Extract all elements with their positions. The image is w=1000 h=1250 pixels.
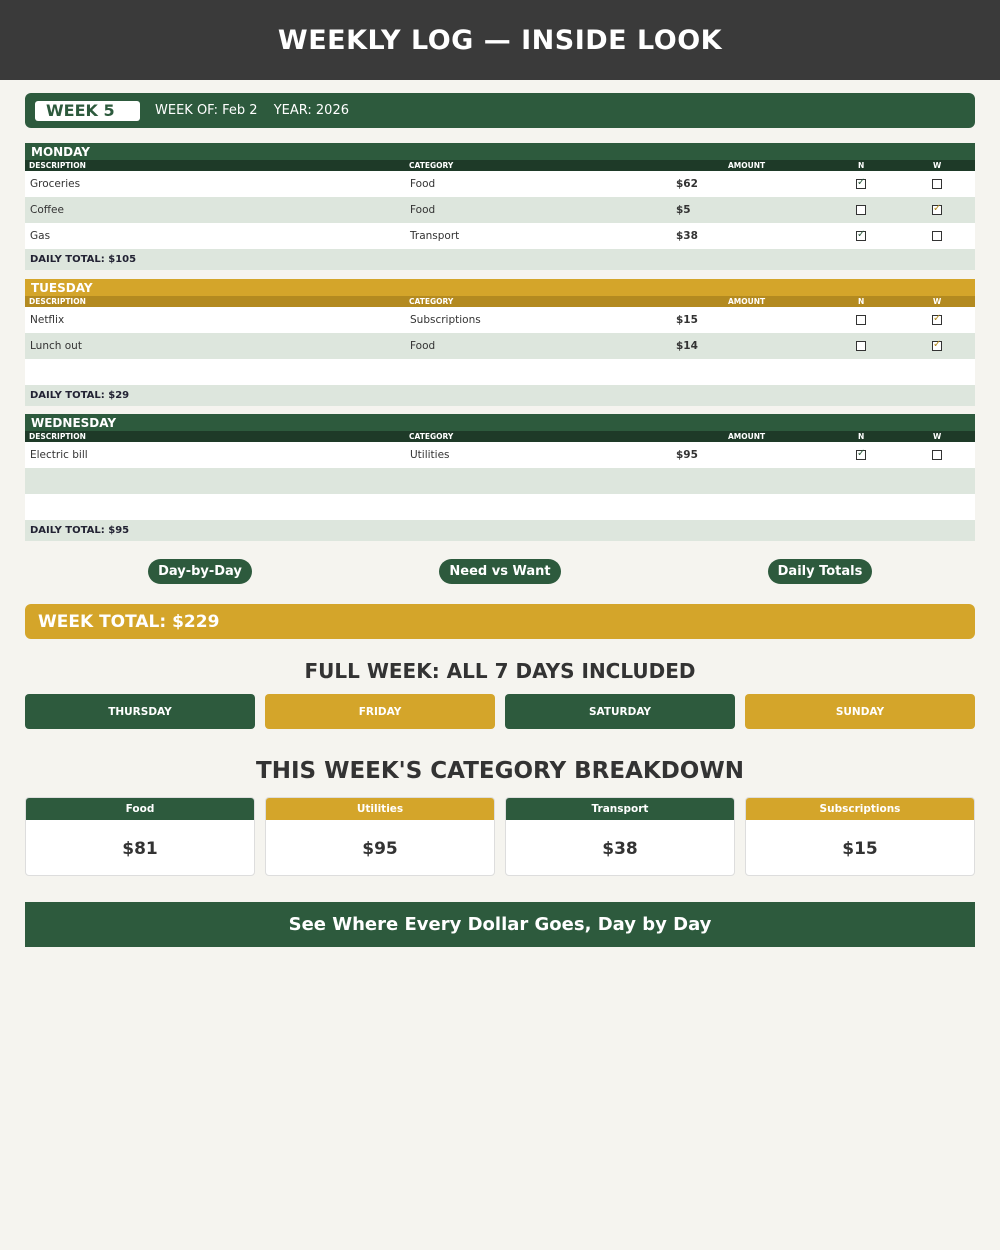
page-title: WEEKLY LOG — INSIDE LOOK: [0, 0, 1000, 80]
column-need: N: [858, 161, 865, 170]
column-header-row: [25, 296, 975, 307]
category-name: Utilities: [266, 798, 494, 820]
day-title: WEDNESDAY: [25, 414, 975, 431]
daily-total: DAILY TOTAL: $95: [25, 520, 975, 541]
table-row: [25, 307, 975, 333]
want-checkbox[interactable]: [932, 315, 942, 325]
entry-description: Netflix: [30, 314, 65, 326]
daily-total: DAILY TOTAL: $29: [25, 385, 975, 406]
day-section-wednesday: [25, 414, 975, 541]
breakdown-heading: THIS WEEK'S CATEGORY BREAKDOWN: [256, 758, 744, 784]
column-description: DESCRIPTION: [29, 432, 86, 441]
column-description: DESCRIPTION: [29, 161, 86, 170]
want-checkbox[interactable]: [932, 231, 942, 241]
day-block-saturday[interactable]: SATURDAY: [505, 694, 735, 729]
column-category: CATEGORY: [409, 432, 454, 441]
want-checkbox[interactable]: [932, 205, 942, 215]
column-want: W: [933, 161, 942, 170]
week-of-label: WEEK OF: Feb 2: [155, 103, 258, 118]
entry-category: Utilities: [410, 449, 450, 461]
entry-amount: $38: [676, 230, 698, 242]
category-card-transport: [505, 797, 735, 876]
category-value: $15: [842, 838, 878, 859]
entry-category: Food: [410, 340, 436, 352]
category-value: $81: [122, 838, 158, 859]
category-card-utilities: [265, 797, 495, 876]
need-checkbox[interactable]: [856, 315, 866, 325]
table-row: [25, 197, 975, 223]
want-checkbox[interactable]: [932, 179, 942, 189]
entry-category: Transport: [410, 230, 460, 242]
column-header-row: [25, 431, 975, 442]
need-vs-want-button[interactable]: Need vs Want: [439, 559, 561, 584]
day-section-tuesday: [25, 279, 975, 406]
category-value: $95: [362, 838, 398, 859]
want-checkbox[interactable]: [932, 341, 942, 351]
entry-description: Groceries: [30, 178, 81, 190]
need-checkbox[interactable]: [856, 341, 866, 351]
category-name: Subscriptions: [746, 798, 974, 820]
column-need: N: [858, 432, 865, 441]
category-name: Food: [26, 798, 254, 820]
column-need: N: [858, 297, 865, 306]
column-want: W: [933, 432, 942, 441]
category-name: Transport: [506, 798, 734, 820]
day-section-monday: [25, 143, 975, 270]
need-checkbox[interactable]: [856, 205, 866, 215]
week-meta: [155, 103, 361, 118]
empty-row[interactable]: [25, 494, 975, 520]
want-checkbox[interactable]: [932, 450, 942, 460]
day-by-day-button[interactable]: Day-by-Day: [148, 559, 252, 584]
column-amount: AMOUNT: [728, 432, 766, 441]
entry-amount: $95: [676, 449, 698, 461]
entry-amount: $62: [676, 178, 698, 190]
column-header-row: [25, 160, 975, 171]
category-value: $38: [602, 838, 638, 859]
category-card-food: [25, 797, 255, 876]
entry-category: Food: [410, 204, 436, 216]
entry-description: Gas: [30, 230, 51, 242]
entry-category: Subscriptions: [410, 314, 481, 326]
table-row: [25, 223, 975, 249]
column-description: DESCRIPTION: [29, 297, 86, 306]
entry-description: Coffee: [30, 204, 64, 216]
day-title: MONDAY: [25, 143, 975, 160]
full-week-heading: FULL WEEK: ALL 7 DAYS INCLUDED: [304, 659, 696, 683]
entry-amount: $14: [676, 340, 698, 352]
week-total-banner: WEEK TOTAL: $229: [25, 604, 975, 639]
need-checkbox[interactable]: [856, 450, 866, 460]
table-row: [25, 442, 975, 468]
day-title: TUESDAY: [25, 279, 975, 296]
entry-amount: $15: [676, 314, 698, 326]
column-category: CATEGORY: [409, 297, 454, 306]
day-block-thursday[interactable]: THURSDAY: [25, 694, 255, 729]
day-block-friday[interactable]: FRIDAY: [265, 694, 495, 729]
entry-description: Electric bill: [30, 449, 88, 461]
column-amount: AMOUNT: [728, 161, 766, 170]
empty-row[interactable]: [25, 359, 975, 385]
column-amount: AMOUNT: [728, 297, 766, 306]
entry-amount: $5: [676, 204, 691, 216]
table-row: [25, 333, 975, 359]
week-header: [25, 93, 975, 128]
need-checkbox[interactable]: [856, 179, 866, 189]
daily-total: DAILY TOTAL: $105: [25, 249, 975, 270]
week-number-badge: WEEK 5: [35, 101, 140, 121]
year-label: YEAR: 2026: [273, 103, 349, 118]
empty-row[interactable]: [25, 468, 975, 494]
column-category: CATEGORY: [409, 161, 454, 170]
entry-description: Lunch out: [30, 340, 82, 352]
column-want: W: [933, 297, 942, 306]
day-block-sunday[interactable]: SUNDAY: [745, 694, 975, 729]
footer-banner: See Where Every Dollar Goes, Day by Day: [25, 902, 975, 947]
category-card-subscriptions: [745, 797, 975, 876]
table-row: [25, 171, 975, 197]
daily-totals-button[interactable]: Daily Totals: [768, 559, 872, 584]
entry-category: Food: [410, 178, 436, 190]
need-checkbox[interactable]: [856, 231, 866, 241]
